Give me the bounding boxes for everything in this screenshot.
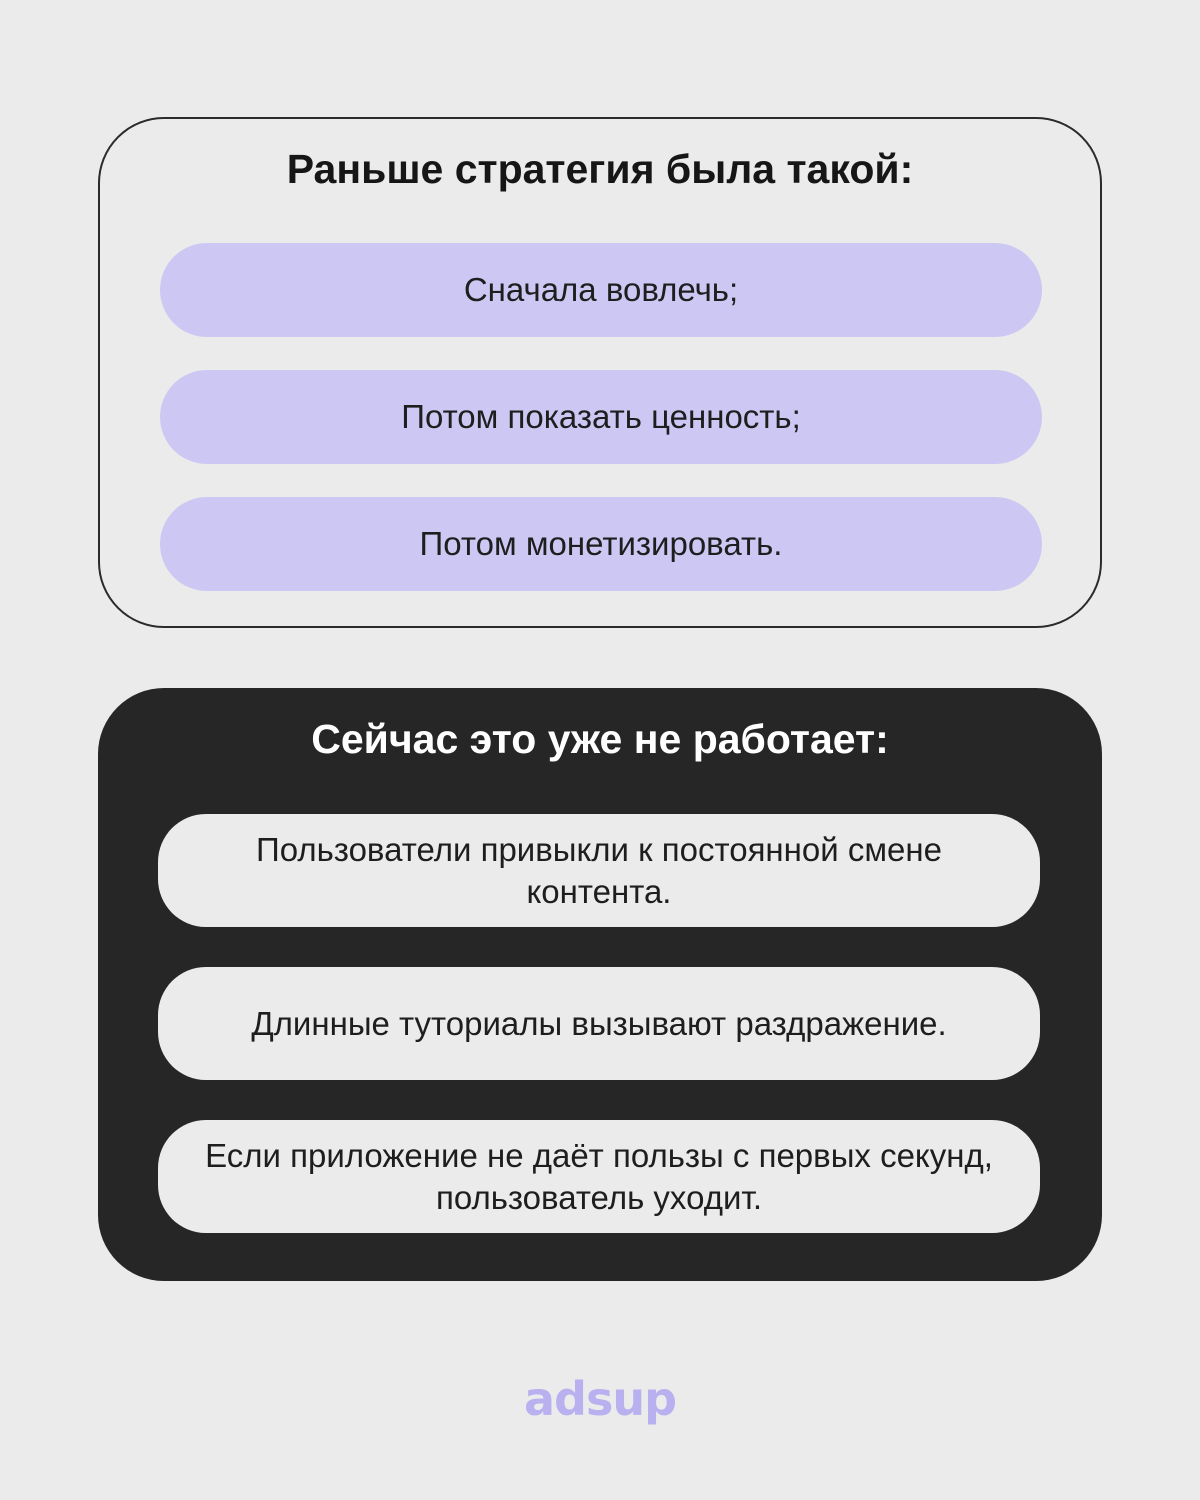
current-situation-item-tutorials: Длинные туториалы вызывают раздражение. — [158, 967, 1040, 1080]
old-strategy-item-engage: Сначала вовлечь; — [160, 243, 1042, 337]
current-situation-card — [98, 688, 1102, 1281]
old-strategy-title: Раньше стратегия была такой: — [286, 146, 914, 192]
current-situation-item-first-seconds: Если приложение не даёт пользы с первых секунд, пользователь уходит. — [158, 1120, 1040, 1233]
old-strategy-card — [98, 117, 1102, 628]
adsup-logo: adsup — [523, 1372, 677, 1426]
old-strategy-item-monetize: Потом монетизировать. — [160, 497, 1042, 591]
current-situation-item-content: Пользователи привыкли к постоянной смене контента. — [158, 814, 1040, 927]
current-situation-title: Сейчас это уже не работает: — [311, 716, 889, 762]
old-strategy-item-value: Потом показать ценность; — [160, 370, 1042, 464]
